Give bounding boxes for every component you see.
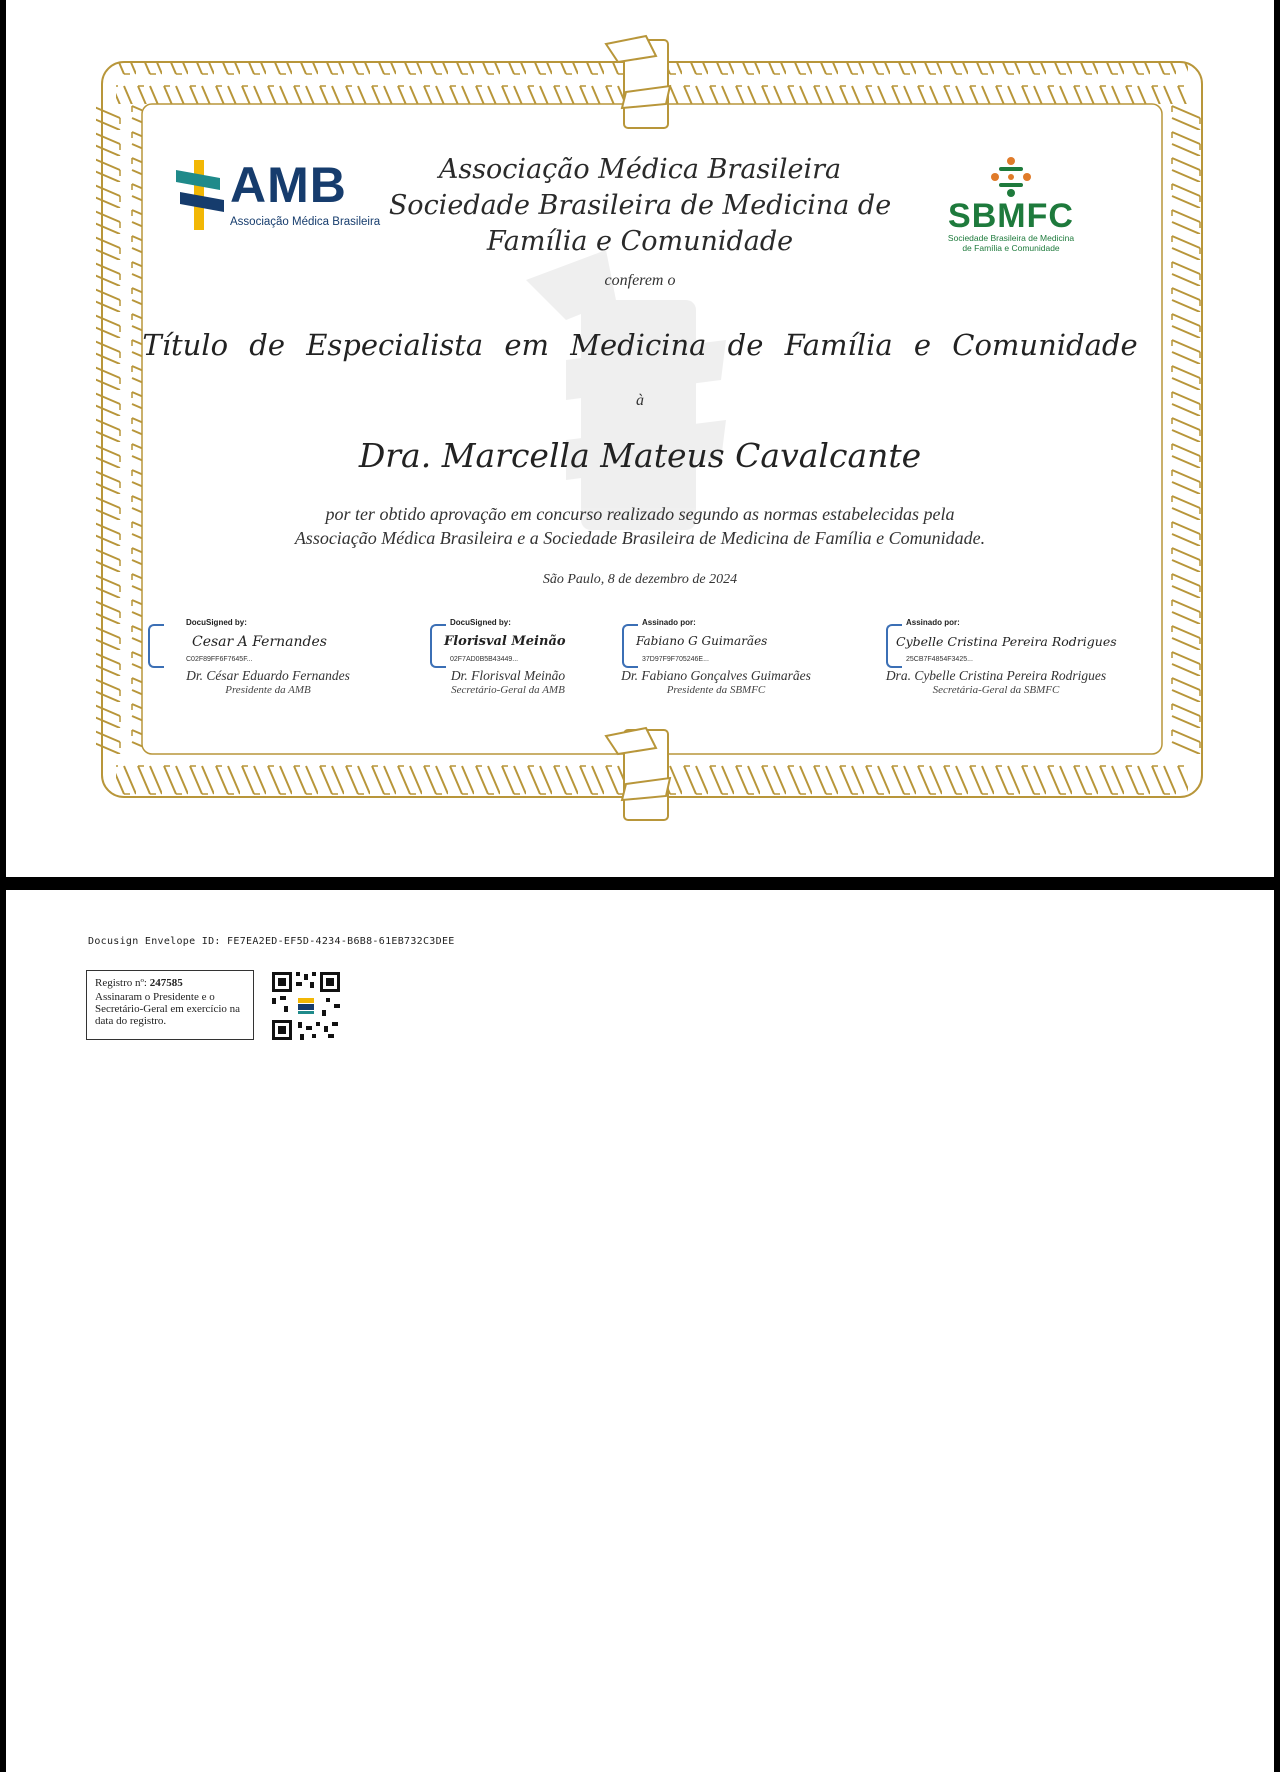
signature-stamp (866, 618, 1126, 668)
signature-script: Cybelle Cristina Pereira Rodrigues (896, 634, 1117, 649)
amb-subtitle: Associação Médica Brasileira (230, 216, 381, 228)
signature-stamp (388, 618, 628, 668)
registro-line (95, 977, 245, 989)
signature-header: DocuSigned by: (186, 618, 247, 627)
signature-bracket (148, 624, 164, 668)
signature-header: Assinado por: (642, 618, 696, 627)
certificate-title: Título de Especialista em Medicina de Família e Comunidade (142, 328, 1138, 362)
signature-block-3 (596, 618, 836, 696)
place-date: São Paulo, 8 de dezembro de 2024 (542, 572, 738, 587)
sbmfc-subtitle-line1: Sociedade Brasileira de Medicina (947, 233, 1075, 243)
signer-role: Secretária-Geral da SBMFC (932, 684, 1060, 696)
to-text: à (636, 392, 644, 409)
signer-role: Presidente da AMB (225, 684, 311, 696)
registro-number: 247585 (149, 977, 183, 989)
amb-wordmark: AMB (230, 157, 347, 213)
org-line3: Família e Comunidade (486, 226, 794, 257)
reason-line1: por ter obtido aprovação em concurso realizado segundo as normas estabelecidas pela (325, 504, 955, 524)
org-line2: Sociedade Brasileira de Medicina de (388, 190, 892, 221)
signature-id: 37D97F9F705246E... (642, 656, 709, 663)
certificate-back (6, 890, 1274, 1772)
sbmfc-wordmark: SBMFC (948, 197, 1074, 235)
recipient-name: Dra. Marcella Mateus Cavalcante (358, 436, 922, 475)
qr-code-icon (270, 970, 342, 1042)
signer-role: Secretário-Geral da AMB (451, 684, 565, 696)
org-line1: Associação Médica Brasileira (438, 154, 842, 185)
signer-role: Presidente da SBMFC (666, 684, 766, 696)
registro-note: Assinaram o Presidente e o Secretário-Geral em exercício na data do registro. (95, 991, 241, 1027)
signer-name: Dr. Florisval Meinão (450, 668, 566, 683)
envelope-id: Docusign Envelope ID: FE7EA2ED-EF5D-4234-B6B8-61EB732C3DEE (88, 936, 455, 947)
signature-script: Cesar A Fernandes (192, 634, 327, 650)
signature-id: C02F89FF6F7645F... (186, 656, 253, 663)
registro-box (86, 970, 254, 1040)
signature-id: 02F7AD0B5B43449... (450, 656, 519, 663)
sbmfc-subtitle-line2: de Família e Comunidade (962, 243, 1060, 253)
signature-stamp (148, 618, 388, 668)
signature-id: 25CB7F4854F3425... (906, 656, 973, 663)
signature-block-1 (148, 618, 388, 696)
certificate-front (6, 0, 1274, 877)
signer-name: Dr. Fabiano Gonçalves Guimarães (621, 668, 811, 683)
signature-script: Fabiano G Guimarães (636, 634, 768, 648)
signature-block-2 (388, 618, 628, 696)
signature-script: Florisval Meinão (444, 634, 566, 649)
signer-name: Dra. Cybelle Cristina Pereira Rodrigues (885, 668, 1107, 683)
signature-block-4 (866, 618, 1126, 696)
signature-header: DocuSigned by: (450, 618, 511, 627)
registro-label: Registro nº: (95, 977, 147, 989)
signer-name: Dr. César Eduardo Fernandes (186, 668, 350, 683)
signature-header: Assinado por: (906, 618, 960, 627)
reason-line2: Associação Médica Brasileira e a Sociedade Brasileira de Medicina de Família e Comunidade. (294, 528, 986, 548)
conferem-text: conferem o (604, 272, 676, 289)
signature-stamp (596, 618, 836, 668)
